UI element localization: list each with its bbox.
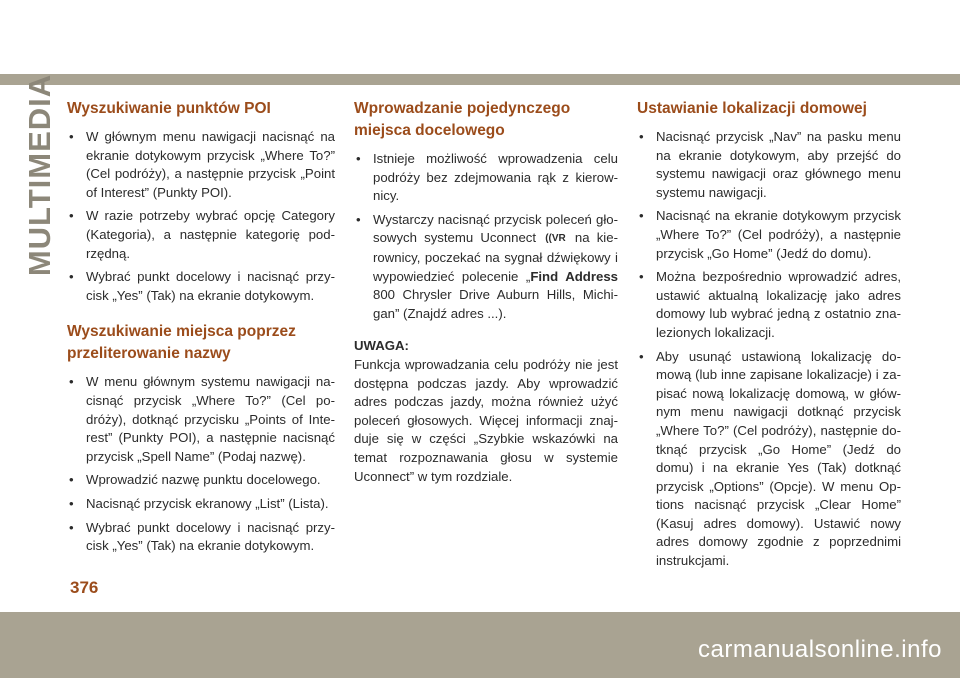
top-margin — [0, 0, 960, 74]
list-item: • W razie potrzeby wybrać opcję Category (Kategoria), a następnie kategorię pod-rzędną. — [67, 207, 335, 263]
heading-one-shot-destination: Wprowadzanie pojedynczego miejsca docelowego — [354, 100, 571, 139]
list-item: • Wprowadzić nazwę punktu docelowego. — [67, 471, 335, 490]
column-2 — [354, 98, 618, 486]
section-tab — [21, 73, 59, 277]
heading-poi-search: Wyszukiwanie punktów POI — [67, 100, 271, 117]
voice-step-text-2: na kie-rownicy, poczekać na sygnał dźwiękowy i wypowiedzieć polecenie „ — [373, 230, 618, 284]
list-item: • W głównym menu nawigacji nacisnąć na ekranie dotykowym przycisk „Where To?” (Cel podróży), a następnie przycisk „Point of Interest” (Punkty POI). — [67, 128, 335, 202]
list-item: • Wybrać punkt docelowy i nacisnąć przy-cisk „Yes” (Tak) na ekranie dotykowym. — [67, 268, 335, 305]
spell-name-list — [67, 373, 335, 555]
header-band — [0, 74, 960, 85]
voice-recognition-icon: ((VR — [545, 233, 566, 245]
list-item: • Wybrać punkt docelowy i nacisnąć przy-cisk „Yes” (Tak) na ekranie dotykowym. — [67, 519, 335, 556]
column-1 — [67, 98, 335, 566]
list-item: • Aby usunąć ustawioną lokalizację do-mową (lub inne zapisane lokalizacje) i za-pisać nową lokalizację domową, w głów-nym menu nawigacji dotknąć przycisk „Where To?” (Cel podróży), następnie do-tknąć przycisk „Go Home” (Jedź do domu) i na ekranie Yes (Tak) dotknąć przycisk „Options” (Opcje). W menu Op-tions nacisnąć przycisk „Clear Home” (Kasuj adres domowy). Ustawić nowy adres domowy zgodnie z poprzednimi instrukcjami. — [637, 348, 901, 571]
voice-step-text: Wystarczy nacisnąć przycisk poleceń gło-sowych systemu Uconnect — [373, 211, 618, 246]
heading-home-location: Ustawianie lokalizacji domowej — [637, 100, 867, 117]
poi-search-list — [67, 128, 335, 305]
column-3 — [637, 98, 901, 581]
voice-step-text-3: 800 Chrysler Drive Auburn Hills, Michi-gan” (Znajdź adres ...). — [373, 287, 618, 321]
watermark-text: carmanualsonline.info — [698, 636, 942, 663]
section-tab-label: MULTIMEDIA — [22, 73, 58, 277]
home-location-list — [637, 128, 901, 571]
list-item: • Nacisnąć na ekranie dotykowym przycisk „Where To?” (Cel podróży), a następnie przycisk „Go Home” (Jedź do domu). — [637, 207, 901, 263]
page-number: 376 — [70, 578, 99, 597]
heading-spell-name: Wyszukiwanie miejsca poprzez przeliterowanie nazwy — [67, 323, 296, 363]
list-item: • Nacisnąć przycisk „Nav” na pasku menu na ekranie dotykowym, aby przejść do systemu nawigacji oraz głównego menu systemu nawigacji. — [637, 128, 901, 202]
list-item-voice-command — [354, 211, 618, 324]
list-item: • Nacisnąć przycisk ekranowy „List” (Lista). — [67, 495, 335, 514]
list-item: • Można bezpośrednio wprowadzić adres, ustawić aktualną lokalizację jako adres domowy lub wybrać jedną z ostatnio zna-lezionych lokalizacji. — [637, 268, 901, 342]
one-shot-list — [354, 150, 618, 323]
note-text: Funkcja wprowadzania celu podróży nie jest dostępna podczas jazdy. Aby wprowadzić adres podczas jazdy, można również użyć poleceń głosowych. Więcej informacji znaj-duje się w części „Szybkie wskazówki na temat rozpoznawania głosu w systemie Uconnect” w tym rozdziale. — [354, 356, 618, 484]
voice-command-bold: Find Address — [530, 268, 618, 284]
note-title: UWAGA: — [354, 338, 409, 354]
list-item: • W menu głównym systemu nawigacji na-cisnąć przycisk „Where To?” (Cel po-dróży), dotknąć przycisku „Points of Inte-rest” (Punkty POI), a następnie nacisnąć przycisk „Spell Name” (Podaj nazwę). — [67, 373, 335, 466]
list-item: • Istnieje możliwość wprowadzenia celu podróży bez zdejmowania rąk z kierow-nicy. — [354, 150, 618, 206]
